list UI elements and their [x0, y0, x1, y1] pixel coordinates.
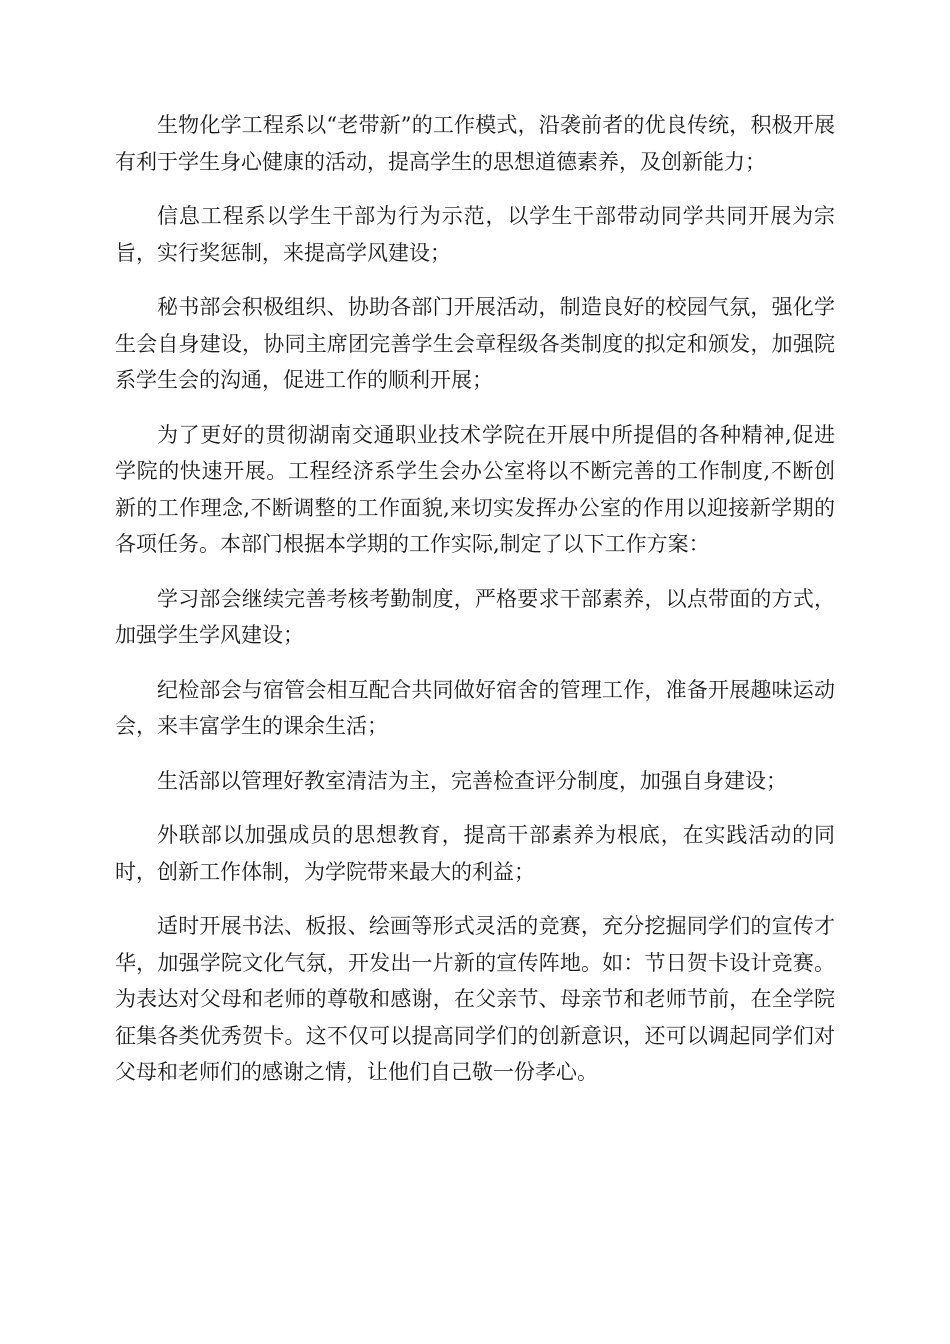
paragraph-life-dept: 生活部以管理好教室清洁为主，完善检查评分制度，加强自身建设；: [157, 768, 787, 793]
document-body: [115, 107, 835, 1109]
paragraph-competitions: 适时开展书法、板报、绘画等形式灵活的竞赛，充分挖掘同学们的宣传才华，加强学院文化气氛，开发出一片新的宣传阵地。如：节日贺卡设计竞赛。为表达对父母和老师的尊敬和感谢，在父亲节、母亲节和老师节前，在全学院征集各类优秀贺卡。这不仅可以提高同学们的创新意识，还可以调起同学们对父母和老师们的感谢之情，让他们自己敬一份孝心。: [115, 914, 835, 1084]
paragraph-study-dept: 学习部会继续完善考核考勤制度，严格要求干部素养，以点带面的方式，加强学生学风建设；: [115, 586, 835, 647]
paragraph-liaison-dept: 外联部以加强成员的思想教育，提高干部素养为根底，在实践活动的同时，创新工作体制，为学院带来最大的利益；: [115, 823, 835, 884]
paragraph-discipline-dept: 纪检部会与宿管会相互配合共同做好宿舍的管理工作，准备开展趣味运动会，来丰富学生的课余生活；: [115, 677, 835, 738]
paragraph-secretary-dept: 秘书部会积极组织、协助各部门开展活动，制造良好的校园气氛，强化学生会自身建设，协同主席团完善学生会章程级各类制度的拟定和颁发，加强院系学生会的沟通，促进工作的顺利开展；: [115, 295, 835, 392]
paragraph-biochem-dept: 生物化学工程系以“老带新”的工作模式，沿袭前者的优良传统，积极开展有利于学生身心健康的活动，提高学生的思想道德素养，及创新能力；: [115, 113, 835, 174]
paragraph-office-plan: 为了更好的贯彻湖南交通职业技术学院在开展中所提倡的各种精神,促进学院的快速开展。工程经济系学生会办公室将以不断完善的工作制度,不断创新的工作理念,不断调整的工作面貌,来切实发挥办公室的作用以迎接新学期的各项任务。本部门根据本学期的工作实际,制定了以下工作方案：: [115, 422, 835, 556]
paragraph-info-eng-dept: 信息工程系以学生干部为行为示范，以学生干部带动同学共同开展为宗旨，实行奖惩制，来提高学风建设；: [115, 204, 835, 265]
